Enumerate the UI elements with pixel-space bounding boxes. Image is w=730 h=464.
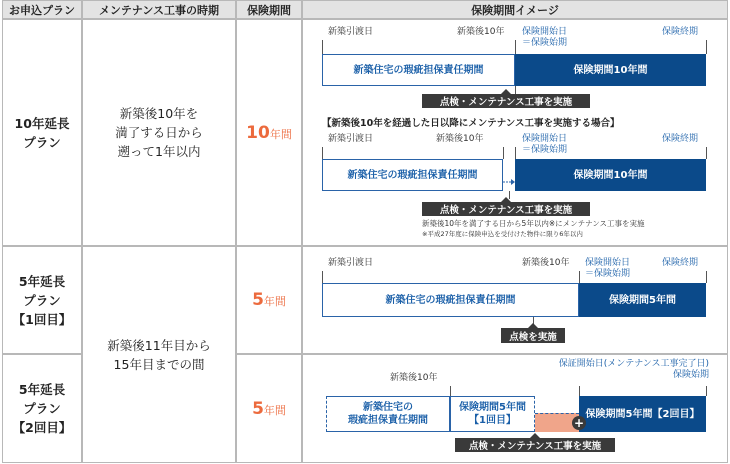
plus-icon: + (573, 416, 585, 430)
timing-5y-cell (82, 246, 236, 463)
plan-5y-2-name: 5年延長 プラン 【2回目】 (12, 382, 72, 435)
period-5y-1: 5年間 (252, 290, 286, 310)
d2-pill-maintenance: 点検・メンテナンス工事を実施 (422, 202, 590, 216)
d2-label-10y: 新築後10年 (436, 134, 484, 144)
d4-bar-insurance-1: 保険期間5年間 【1回目】 (450, 396, 535, 432)
d2-heading: 【新築後10年を経過した日以降にメンテナンス工事を実施する場合】 (322, 118, 620, 129)
d1-bar-insurance: 保険期間10年間 (515, 54, 706, 86)
d3-bar-insurance: 保険期間5年間 (579, 283, 706, 317)
d4-bar-insurance-2: 保険期間5年間【2回目】 (579, 396, 706, 432)
d4-pill-maintenance: 点検・メンテナンス工事を実施 (455, 438, 615, 452)
d4-label-start: 保証開始日(メンテナンス工事完了日) 保険始期 (558, 359, 709, 380)
d2-label-end: 保険終期 (662, 134, 699, 144)
d4-label-10y: 新築後10年 (390, 373, 438, 383)
header-timing: メンテナンス工事の時期 (82, 0, 236, 19)
period-10y: 10年間 (246, 122, 292, 143)
d2-gap-arrow (503, 171, 515, 179)
d2-label-delivery: 新築引渡日 (328, 134, 374, 144)
timing-10y-text: 新築後10年を 満了する日から 遡って1年以内 (115, 106, 203, 159)
d2-label-start: 保険開始日 ＝保険始期 (522, 134, 568, 155)
timing-10y-cell (82, 19, 236, 246)
d2-tick-end (706, 147, 707, 159)
d1-bar-warranty: 新築住宅の瑕疵担保責任期間 (322, 54, 515, 86)
d2-bar-insurance: 保険期間10年間 (515, 159, 706, 191)
d1-label-start: 保険開始日 ＝保険始期 (522, 27, 568, 48)
d2-tick-10y (503, 147, 504, 159)
plan-5y-2-cell (2, 354, 82, 463)
d3-label-start: 保険開始日 ＝保険始期 (585, 258, 631, 279)
header-plan: お申込プラン (2, 0, 82, 19)
d4-tick-10y (450, 386, 451, 396)
d1-tick-10y (515, 40, 516, 54)
d1-tick-pill (515, 86, 516, 94)
period-10y-cell (236, 19, 302, 246)
d1-label-end: 保険終期 (662, 27, 699, 37)
d1-label-delivery: 新築引渡日 (328, 27, 374, 37)
d2-tick-delivery (322, 147, 323, 159)
d4-tick-start (579, 386, 580, 396)
d1-tick-delivery (322, 40, 323, 54)
timing-5y-text: 新築後11年目から 15年目までの間 (107, 337, 211, 372)
d1-tick-end (706, 40, 707, 54)
d3-bar-warranty: 新築住宅の瑕疵担保責任期間 (322, 283, 579, 317)
d2-note-sub: ※平成27年度に保険申込を受付けた物件に限り6年以内 (422, 230, 583, 238)
period-5y-2: 5年間 (252, 398, 286, 419)
d3-label-end: 保険終期 (662, 258, 699, 268)
d3-pill-inspection: 点検を実施 (501, 328, 565, 343)
header-image: 保険期間イメージ (302, 0, 728, 19)
header-period: 保険期間 (236, 0, 302, 19)
period-5y-2-cell (236, 354, 302, 463)
plan-10y-name: 10年延長 プラン (14, 115, 70, 150)
d2-note-main: 新築後10年を満了する日から5年以内※にメンテナンス工事を実施 (422, 219, 645, 228)
d1-pill-maintenance: 点検・メンテナンス工事を実施 (422, 94, 590, 108)
d3-label-delivery: 新築引渡日 (328, 258, 374, 268)
d4-tick-end (706, 386, 707, 396)
period-5y-1-cell (236, 246, 302, 354)
d4-bar-warranty: 新築住宅の 瑕疵担保責任期間 (326, 396, 450, 432)
plan-10y-cell (2, 19, 82, 246)
d3-tick-10y (579, 271, 580, 283)
d1-label-10y: 新築後10年 (457, 27, 505, 37)
d3-label-10y: 新築後10年 (522, 258, 570, 268)
d2-bar-warranty: 新築住宅の瑕疵担保責任期間 (322, 159, 503, 191)
d2-tick-start (515, 147, 516, 159)
plan-5y-1-name: 5年延長 プラン 【1回目】 (12, 273, 72, 327)
d3-tick-end (706, 271, 707, 283)
d3-tick-delivery (322, 271, 323, 283)
plan-5y-1-cell (2, 246, 82, 354)
